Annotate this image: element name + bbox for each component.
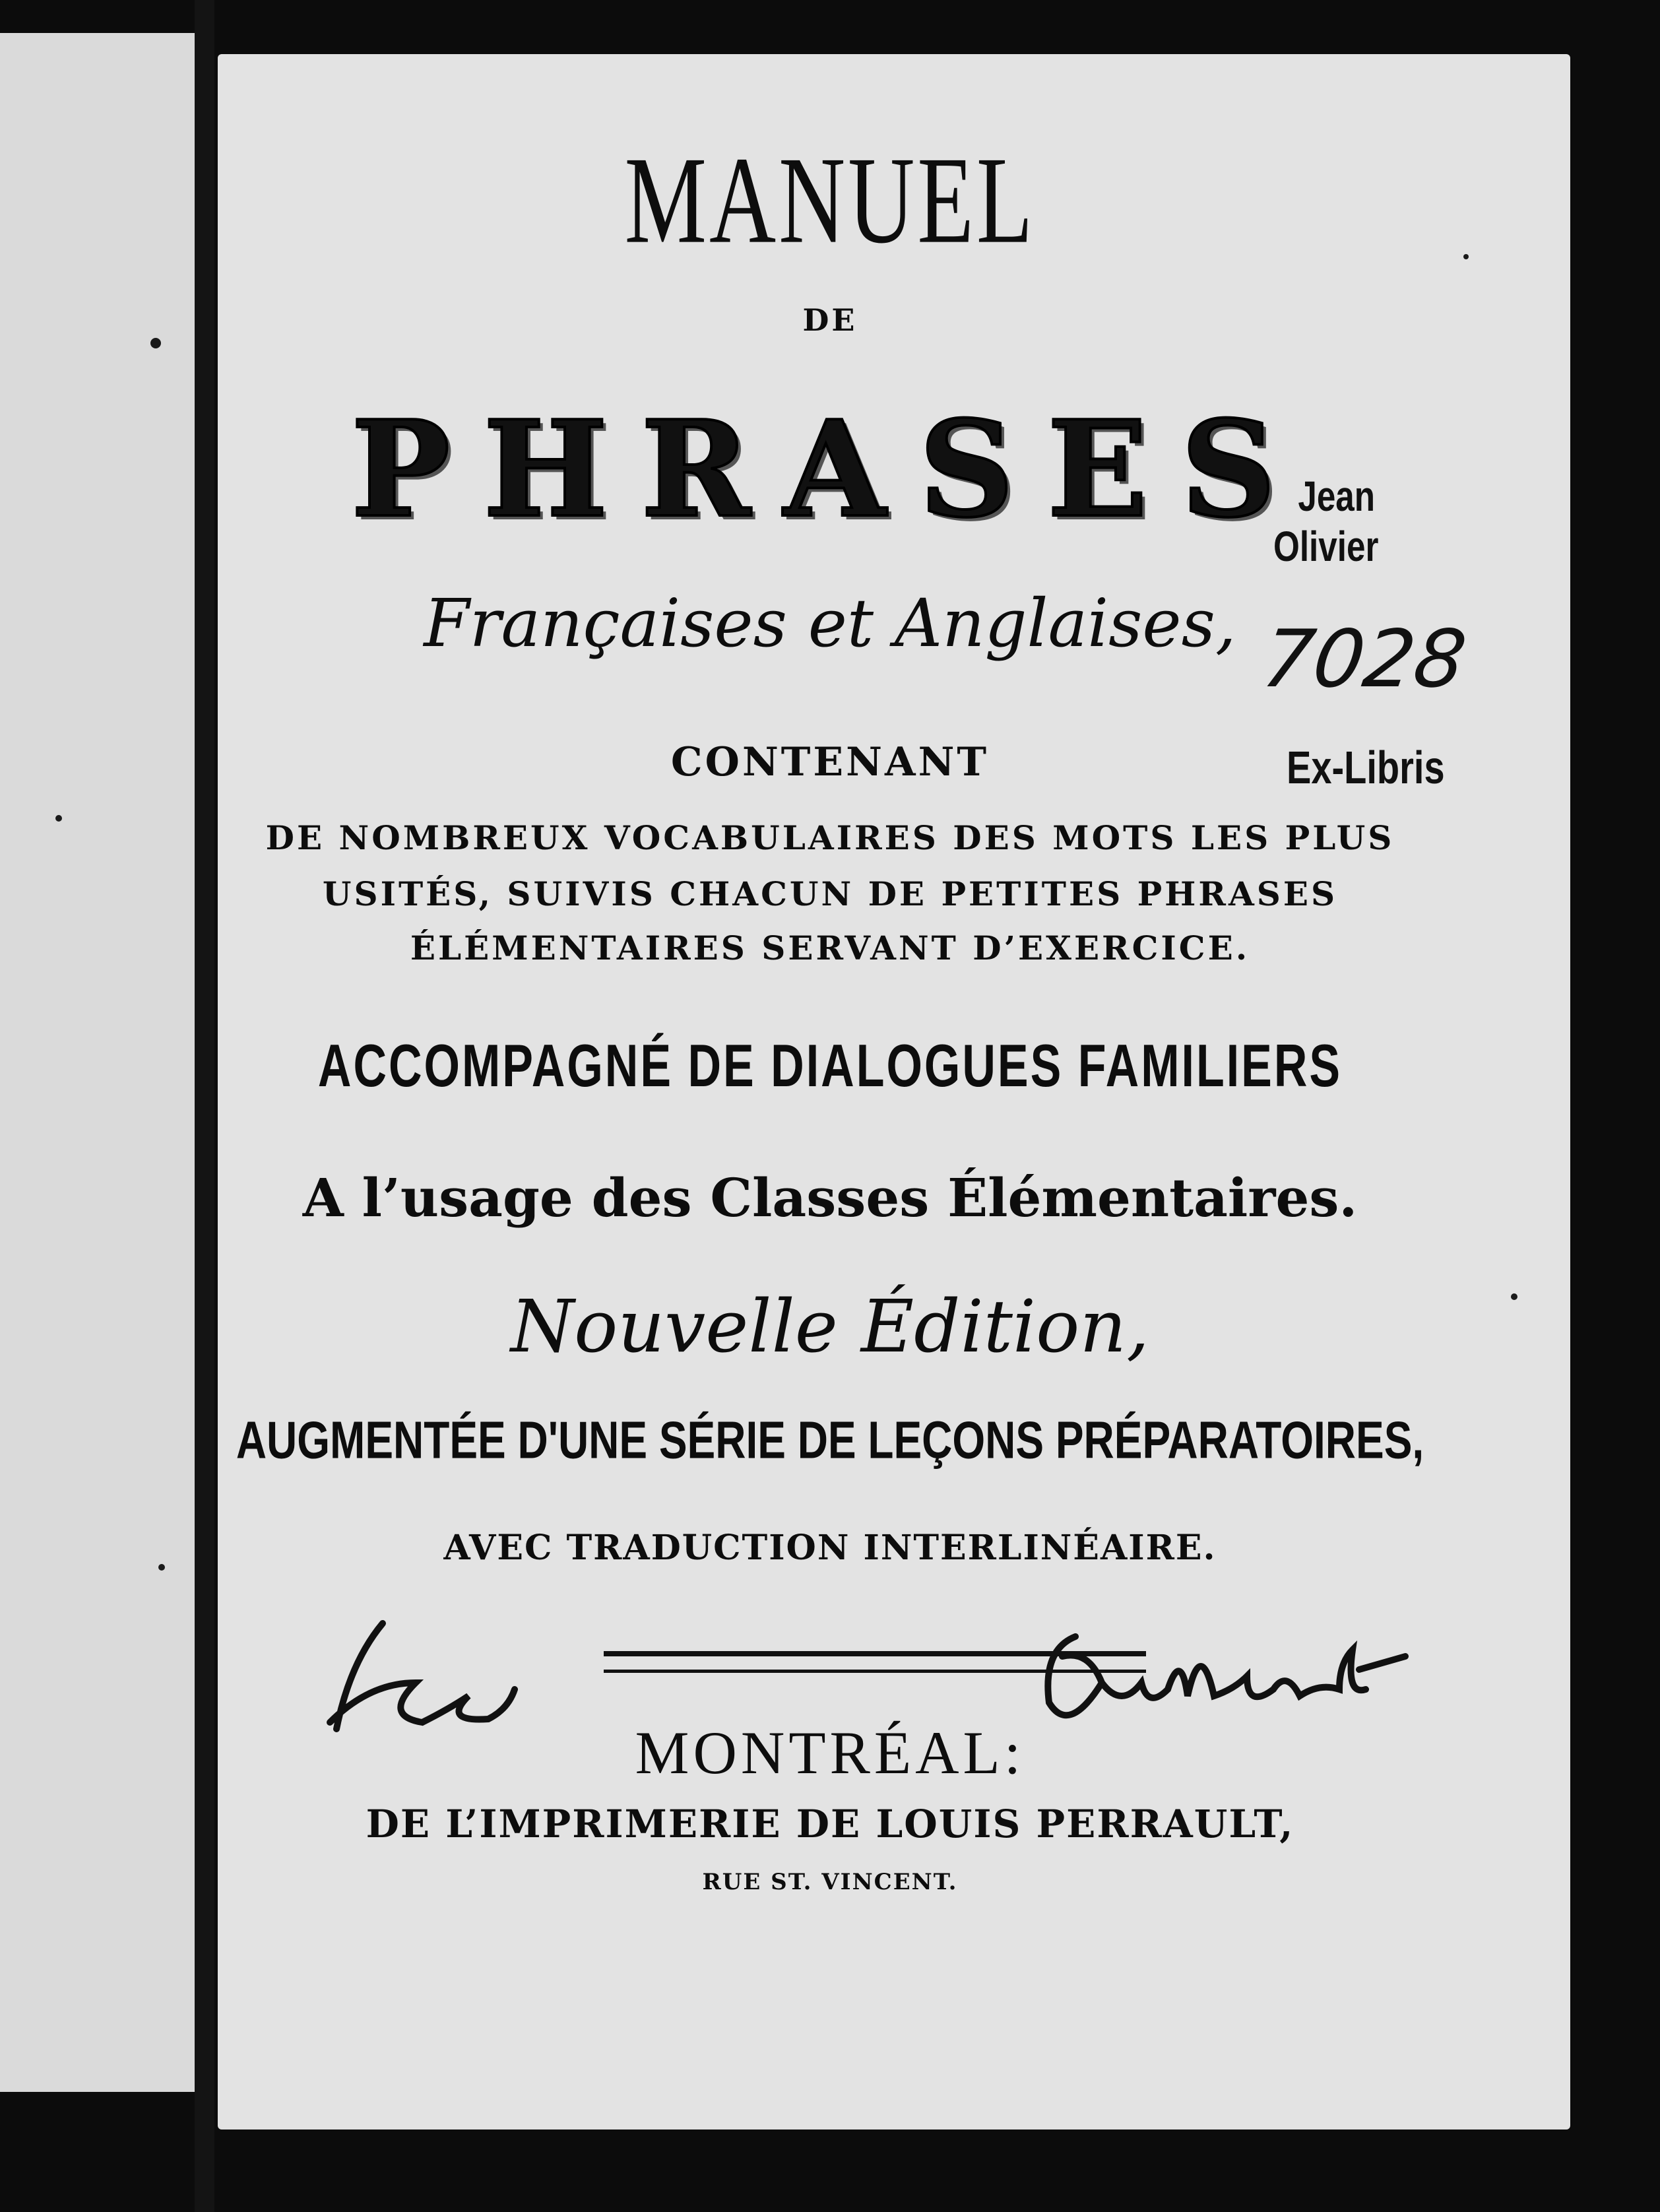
title-phrases: PHRASES (350, 392, 1310, 547)
edition-augment: AUGMENTÉE D'UNE SÉRIE DE LEÇONS PRÉPARATOIRES, (236, 1410, 1424, 1470)
subtitle-usage: A l’usage des Classes Élémentaires. (302, 1167, 1358, 1229)
edition-avec: AVEC TRADUCTION INTERLINÉAIRE. (443, 1528, 1217, 1568)
title-de: DE (802, 302, 858, 338)
handwritten-signature (310, 1610, 1445, 1755)
subtitle-desc-line3: ÉLÉMENTAIRES SERVANT D’EXERCICE. (410, 928, 1250, 967)
imprint-city: MONTRÉAL: (635, 1719, 1025, 1786)
ex-libris-stamp: Ex-Libris (1287, 742, 1445, 793)
owner-stamp-line2: Olivier (1273, 523, 1379, 570)
owner-stamp-line1: Jean (1298, 472, 1376, 520)
speck (55, 815, 62, 822)
imprint-printer: DE L’IMPRIMERIE DE LOUIS PERRAULT, (366, 1802, 1294, 1846)
subtitle-desc-line1: DE NOMBREUX VOCABULAIRES DES MOTS LES PLUS (265, 818, 1395, 857)
catalog-number: 7028 (1257, 614, 1472, 705)
title-manuel: MANUEL (624, 131, 1036, 270)
subtitle-desc-line2: USITÉS, SUIVIS CHACUN DE PETITES PHRASES (322, 874, 1338, 913)
edition-label: Nouvelle Édition, (510, 1284, 1150, 1369)
imprint-street: RUE ST. VINCENT. (702, 1869, 958, 1895)
subtitle-contenant: CONTENANT (670, 739, 990, 785)
subtitle-accompagne: ACCOMPAGNÉ DE DIALOGUES FAMILIERS (317, 1032, 1343, 1099)
owner-stamp (1273, 472, 1379, 570)
speck (150, 338, 161, 348)
title-francaises-anglaises: Françaises et Anglaises, (424, 585, 1236, 662)
